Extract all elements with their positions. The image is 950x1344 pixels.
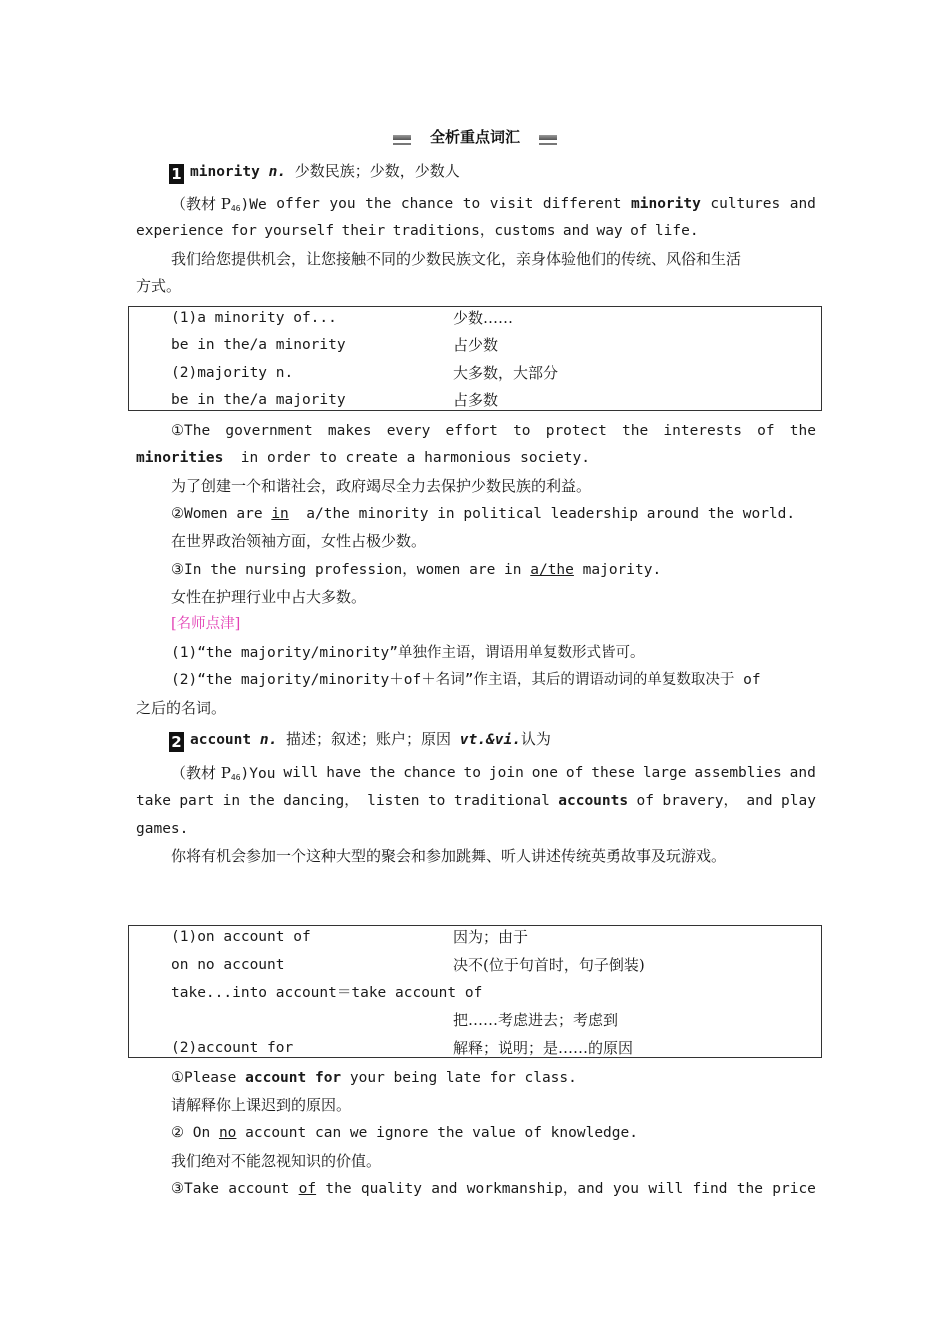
answer-blank: a/the [530,562,574,578]
textbook-example-line-2: take part in the dancing， listen to traditional accounts of bravery， and play [136,793,816,809]
example-3: ③Take account of the quality and workmanship，and you will find the price [171,1181,816,1197]
example-1: ①Please account for your being late for class. [171,1070,577,1086]
table-row: on no account 决不(位于句首时，句子倒装) [171,956,645,974]
teacher-tip-1: (1)“the majority/minority”单独作主语，谓语用单复数形式皆可。 [171,645,645,661]
translation-line-2: 方式。 [136,277,182,295]
example-2: ② On no account can we ignore the value of knowledge. [171,1125,638,1141]
source-ref: （教材 $P_{46})We$ [171,195,267,213]
part-of-speech: n. [268,164,287,180]
part-of-speech-2: vt.&vi. [459,732,521,748]
phrase-table-1 [128,306,822,411]
phrase-table-2 [128,925,822,1058]
entry-2-heading [169,729,849,752]
highlighted-word: minority [631,196,701,212]
example-1-translation: 请解释你上课迟到的原因。 [171,1096,352,1114]
example-2-translation: 我们绝对不能忽视知识的价值。 [171,1152,382,1170]
textbook-example-line-3: games. [136,821,189,837]
table-row: (2)majority n. 大多数，大部分 [171,364,559,382]
entry-number-badge: 1 [169,164,184,184]
headword-meaning-2: 认为 [520,730,551,748]
translation: 你将有机会参加一个这种大型的聚会和参加跳舞、听人讲述传统英勇故事及玩游戏。 [171,847,727,865]
table-row: (1)a minority of... 少数…… [171,309,514,327]
example-2: ②Women are in a/the minority in political leadership around the world. [171,506,796,522]
teacher-tip-2-line-2: 之后的名词。 [136,699,227,717]
textbook-example-line-1: （教材 $P_{46})We$ offer you the chance to visit different minority cultures and [171,194,816,219]
headword: minority [190,164,260,180]
highlighted-word: accounts [558,793,629,809]
example-1-line-1: ①The government makes every effort to protect the interests of the [171,423,816,439]
table-row: (1)on account of 因为；由于 [171,928,529,946]
answer-blank: of [298,1181,317,1197]
table-row: be in the/a majority 占多数 [171,391,499,409]
source-ref: （教材 $P_{46})You$ [171,764,276,782]
table-row: be in the/a minority 占少数 [171,336,499,354]
headword-meaning: 少数民族；少数，少数人 [294,162,460,180]
example-1-translation: 为了创建一个和谐社会，政府竭尽全力去保护少数民族的利益。 [171,477,592,495]
answer-blank: no [218,1125,237,1141]
table-row: 把……考虑进去；考虑到 [453,1011,619,1029]
translation-line-1: 我们给您提供机会，让您接触不同的少数民族文化，亲身体验他们的传统、风俗和生活 [171,250,742,268]
teacher-tip-label: [名师点津] [171,616,241,632]
textbook-example-line-2: experience for yourself their traditions，customs and way of life. [136,223,699,239]
example-2-translation: 在世界政治领袖方面，女性占极少数。 [171,532,427,550]
part-of-speech: n. [259,732,278,748]
headword: account [190,732,252,748]
textbook-example-line-1: （教材 $P_{46})You$ will have the chance to join one of these large assemblies and [171,763,816,788]
entry-1-heading [169,161,849,184]
table-row: take...into account＝take account of [171,985,483,1001]
example-1-line-2: minorities in order to create a harmonious society. [136,450,590,466]
entry-number-badge: 2 [169,732,184,752]
section-title-banner [393,126,557,150]
teacher-tip-2-line-1: (2)“the majority/minority＋of＋名词”作主语，其后的谓语动词的单复数取决于 of [171,672,761,688]
table-row: (2)account for 解释；说明；是……的原因 [171,1039,634,1057]
answer-blank: in [271,506,289,522]
headword-meaning: 描述；叙述；账户；原因 [286,730,452,748]
example-3-translation: 女性在护理行业中占大多数。 [171,588,367,606]
section-title: 全析重点词汇 [411,126,539,148]
example-3: ③In the nursing profession，women are in a/the majority. [171,562,662,578]
